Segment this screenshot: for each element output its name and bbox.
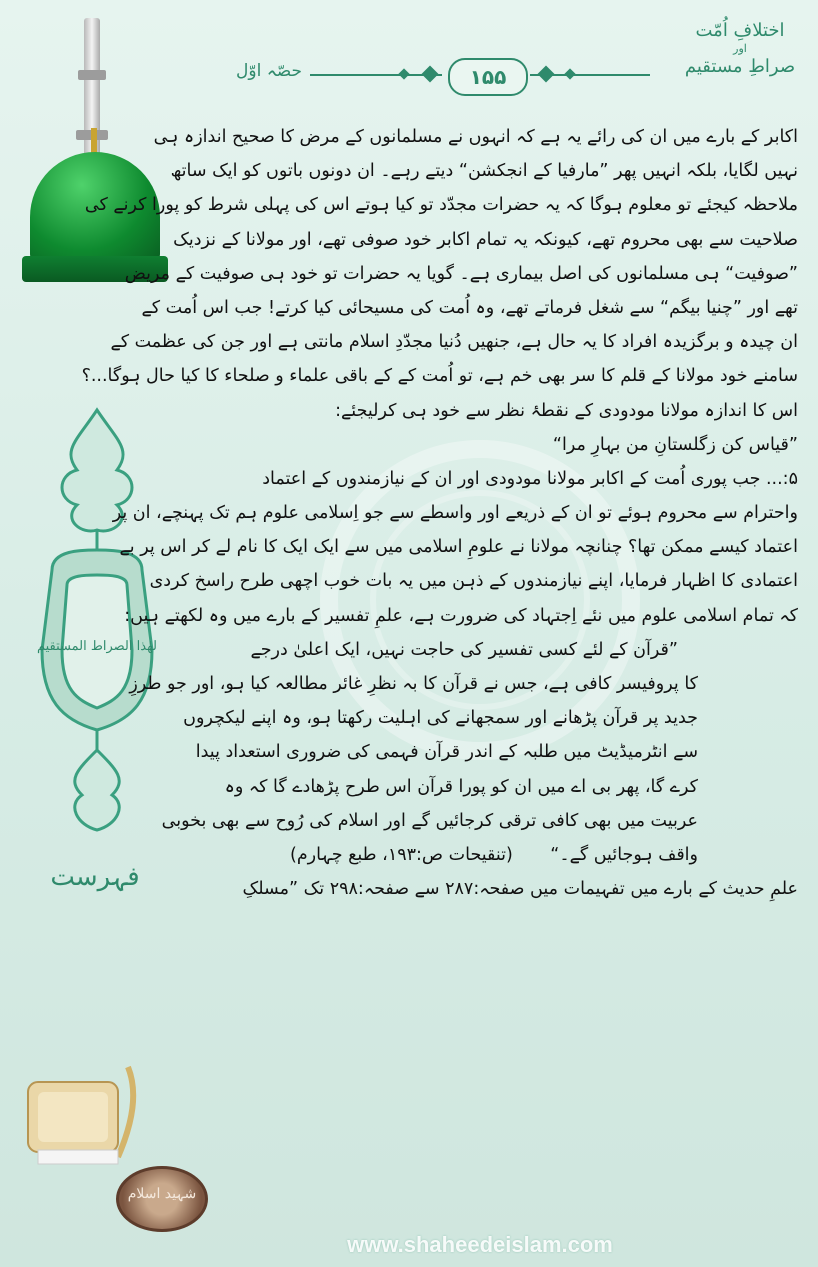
text-line: علمِ حدیث کے بارے میں تفہیمات میں صفحہ:۲۸۷ سے صفحہ:۲۹۸ تک ”مسلکِ <box>242 879 798 900</box>
text-line: سامنے خود مولانا کے قلم کا سر بھی خم ہے، تو اُمت کے کے باقی علماء و صلحاء کا کیا حال ہوگا...؟ <box>81 366 798 387</box>
quote-line-last <box>190 838 798 872</box>
book-title <box>680 18 800 80</box>
index-link[interactable]: فہرست <box>50 862 140 892</box>
persian-verse: ”قیاس کن زگلستانِ من بہارِ مرا“ <box>552 434 798 455</box>
text-line: کہ تمام اسلامی علوم میں نئے اِجتہاد کی ضرورت ہے، علمِ تفسیر کے بارے میں وہ لکھتے ہیں: <box>124 605 798 626</box>
text-line: ”صوفیت“ ہی مسلمانوں کی اصل بیماری ہے۔ گویا یہ حضرات تو خود ہی صوفیت کے مریض <box>124 263 798 284</box>
seal-text: شہید اسلام <box>127 1186 197 1202</box>
quote-line: کرے گا، پھر بی اے میں ان کو پورا قرآن اس طرح پڑھادے گا کہ وہ <box>224 776 698 797</box>
text-line: ملاحظہ کیجئے تو معلوم ہوگا کہ یہ حضرات مجدّد تو کیا ہوتے اس کی پہلی شرط کو پورا کرنے کی <box>84 195 798 216</box>
quote-end: واقف ہوجائیں گے۔“ <box>550 844 698 865</box>
text-line: اکابر کے بارے میں ان کی رائے یہ ہے کہ انہوں نے مسلمانوں کے مرض کا صحیح اندازہ ہی <box>153 127 798 147</box>
quote-line: جدید پر قرآن پڑھانے اور سمجھانے کی اہلیت رکھتا ہو، وہ اپنے لیکچروں <box>183 708 698 729</box>
text-line: واحترام سے محروم ہوئے تو ان کے ذریعے اور واسطے سے جو اِسلامی علوم ہم تک پہنچے، ان پر <box>112 503 798 524</box>
minaret-balcony-icon <box>78 70 106 80</box>
scroll-and-quill-icon <box>18 1062 168 1172</box>
section-label: حصّہ اوّل <box>236 61 302 81</box>
quote-line: سے انٹرمیڈیٹ میں طلبہ کے اندر قرآن فہمی کی ضروری استعداد پیدا <box>195 742 698 763</box>
book-title-bottom: صراطِ مستقیم <box>684 56 796 77</box>
page-number-text: ۱۵۵ <box>469 65 507 89</box>
book-title-mid: اور <box>733 42 747 55</box>
book-title-top: اختلافِ اُمّت <box>695 20 785 41</box>
text-line: نہیں لگایا، بلکہ انہیں پھر ”مارفیا کے انجکشن“ دیتے رہے۔ ان دونوں باتوں کو ایک ساتھ <box>170 161 798 182</box>
text-line: صلاحیت سے بھی محروم تھے، کیونکہ یہ تمام اکابر خود صوفی تھے، اور مولانا کے نزدیک <box>173 229 798 250</box>
quote-line: ”قرآن کے لئے کسی تفسیر کی حاجت نہیں، ایک اعلیٰ درجے <box>250 639 678 660</box>
text-line: ان چیدہ و برگزیدہ افراد کا یہ حال ہے، جنھیں دُنیا مجدّدِ اسلام مانتی ہے اور جن کی عظمت کے <box>110 332 798 353</box>
quote-line: عربیت میں بھی کافی ترقی کرجائیں گے اور اسلام کی رُوح سے بھی بخوبی <box>161 810 698 831</box>
quote-line: کا پروفیسر کافی ہے، جس نے قرآن کا بہ نظرِ غائر مطالعہ کیا ہو، اور جو طرزِ <box>129 674 698 694</box>
text-line: اعتمادی کا اظہار فرمایا، اپنے نیازمندوں کے ذہن میں یہ بات خوب اچھی طرح راسخ کردی <box>149 571 798 592</box>
website-url-link[interactable]: www.shaheedeislam.com <box>347 1232 613 1257</box>
reference-citation: (تنقیحات ص:۱۹۳، طبع چہارم) <box>290 844 513 865</box>
page-number <box>448 58 528 96</box>
text-line: اس کا اندازہ مولانا مودودی کے نقطۂ نظر سے خود ہی کرلیجئے: <box>335 400 798 421</box>
text-line: تھے اور ”چنیا بیگم“ سے شغل فرماتے تھے، وہ اُمت کی مسیحائی کیا کرتے! جب اس اُمت کے <box>141 297 798 318</box>
medallion-text: لھٰذا الصراط المستقیم <box>36 639 158 654</box>
text-line: اعتماد کیسے ممکن تھا؟ چنانچہ مولانا نے علومِ اسلامی میں سے ایک ایک کا نام لے کر اس پر بے <box>119 537 798 558</box>
text-line: ۵:... جب پوری اُمت کے اکابر مولانا مودودی اور ان کے نیازمندوں کے اعتماد <box>262 468 798 489</box>
